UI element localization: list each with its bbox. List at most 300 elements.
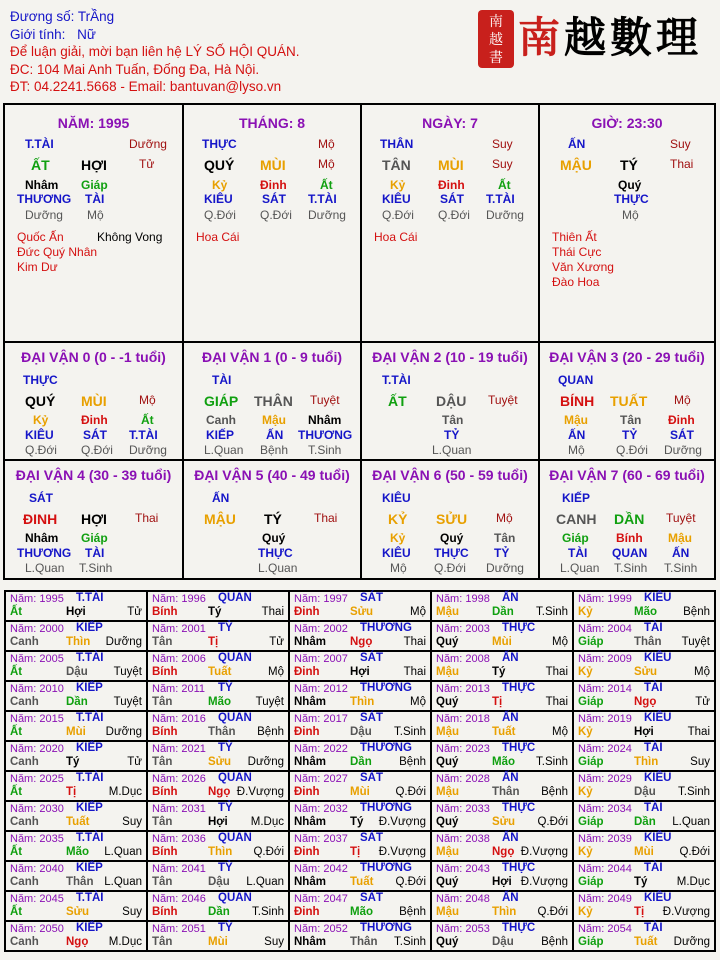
year-branch: Ngọ — [492, 846, 515, 858]
dai-van-text: Quý — [262, 531, 286, 545]
dai-van-text: THỰC — [258, 546, 293, 560]
year-stem: Tân — [152, 636, 173, 648]
year-cell — [573, 651, 715, 681]
year-star: THƯƠNG — [360, 622, 412, 634]
year-label: Năm: 2043 — [436, 863, 490, 875]
pillar-text: Thiên Ất — [552, 230, 597, 244]
year-branch: Mão — [66, 846, 89, 858]
year-branch: Tuất — [634, 936, 658, 948]
pillar-text: Mộ — [318, 137, 335, 151]
year-label: Năm: 2006 — [152, 653, 206, 665]
year-stem: Canh — [10, 816, 39, 828]
dai-van-text: Nhâm — [25, 531, 59, 545]
year-branch: Thìn — [492, 906, 517, 918]
year-star: SÁT — [360, 772, 383, 784]
dai-van-text: DẦN — [614, 511, 645, 527]
pillar-text: Tử — [139, 157, 155, 171]
year-branch: Hợi — [350, 666, 370, 678]
year-stem: Quý — [436, 756, 459, 768]
pillar-column — [362, 105, 538, 343]
dai-van-text: HỢI — [81, 511, 107, 527]
year-star: KIẾP — [76, 622, 103, 634]
contact-phone-email: ĐT: 04.2241.5668 - Email: bantuvan@lyso.vn — [10, 79, 282, 94]
year-star: THƯƠNG — [360, 802, 412, 814]
year-stage: L.Quan — [246, 876, 284, 888]
year-stage: Mộ — [694, 666, 710, 678]
year-stem: Tân — [152, 756, 173, 768]
year-stem: Nhâm — [294, 816, 326, 828]
year-label: Năm: 2042 — [294, 863, 348, 875]
pillar-title: GIỜ: 23:30 — [591, 115, 663, 131]
year-star: THỰC — [502, 742, 536, 754]
year-cell — [573, 891, 715, 921]
year-star: SÁT — [360, 592, 383, 604]
year-star: KIÊU — [644, 592, 672, 604]
year-star: KIÊU — [644, 772, 672, 784]
year-label: Năm: 2023 — [436, 743, 490, 755]
year-stem: Canh — [10, 696, 39, 708]
dai-van-text: THỰC — [23, 373, 58, 387]
year-branch: Thân — [66, 876, 94, 888]
year-stage: Q.Đới — [537, 816, 568, 828]
year-stem: Mậu — [436, 726, 459, 738]
year-stem: Đinh — [294, 786, 320, 798]
dai-van-cell — [540, 343, 714, 462]
year-star: SÁT — [360, 892, 383, 904]
pillar-text: Đinh — [260, 178, 287, 192]
year-cell — [147, 591, 289, 621]
year-stage: T.Sinh — [252, 906, 284, 918]
year-stage: Bệnh — [541, 786, 568, 798]
gender-label: Giới tính: — [10, 26, 66, 42]
year-stem: Kỷ — [578, 906, 593, 918]
dai-van-text: Dưỡng — [129, 443, 167, 457]
year-cell — [431, 921, 573, 951]
dai-van-text: T.Sinh — [79, 561, 113, 575]
year-branch: Sửu — [208, 756, 232, 768]
pillar-text: Văn Xương — [552, 260, 614, 274]
pillar-column — [540, 105, 714, 343]
dai-van-text: L.Quan — [204, 443, 244, 457]
pillar-chart — [3, 103, 716, 580]
year-cell — [5, 861, 147, 891]
year-stage: Mộ — [268, 666, 284, 678]
year-star: TỶ — [218, 622, 233, 634]
year-stem: Giáp — [578, 756, 604, 768]
year-cell — [5, 891, 147, 921]
dai-van-title: ĐẠI VẬN 4 (30 - 39 tuổi) — [15, 467, 172, 483]
year-label: Năm: 2036 — [152, 833, 206, 845]
dai-van-text: Mậu — [262, 413, 286, 427]
logo-char: 越 — [564, 13, 611, 62]
year-star: THƯƠNG — [360, 862, 412, 874]
year-stem: Ất — [10, 846, 23, 858]
dai-van-cell — [540, 461, 714, 580]
dai-van-text: THỰC — [434, 546, 469, 560]
pillar-text: Suy — [492, 137, 513, 151]
year-stem: Canh — [10, 756, 39, 768]
dai-van-text: Q.Đới — [434, 561, 466, 575]
year-stage: Q.Đới — [395, 876, 426, 888]
year-cell — [5, 651, 147, 681]
year-cell — [289, 741, 431, 771]
year-label: Năm: 2049 — [578, 893, 632, 905]
year-label: Năm: 2010 — [10, 683, 64, 695]
year-cell — [147, 921, 289, 951]
year-branch: Mùi — [350, 786, 370, 798]
year-stem: Bính — [152, 606, 178, 618]
year-label: Năm: 1998 — [436, 593, 490, 605]
year-cell — [573, 621, 715, 651]
year-star: T.TÀI — [76, 832, 104, 844]
pillar-text: T.TÀI — [486, 192, 515, 206]
year-cell — [431, 651, 573, 681]
year-stem: Tân — [152, 816, 173, 828]
pillar-title: NĂM: 1995 — [57, 115, 130, 131]
year-branch: Dậu — [634, 786, 656, 798]
brand-logo — [478, 6, 714, 76]
year-label: Năm: 2022 — [294, 743, 348, 755]
year-stage: M.Dục — [108, 936, 142, 948]
year-stem: Quý — [436, 696, 459, 708]
dai-van-cell — [5, 343, 182, 462]
year-stem: Tân — [152, 876, 173, 888]
dai-van-text: KIẾP — [562, 491, 591, 505]
year-label: Năm: 2020 — [10, 743, 64, 755]
pillar-text: Mộ — [318, 157, 335, 171]
year-star: SÁT — [360, 652, 383, 664]
dai-van-text: TỶ — [622, 428, 638, 442]
pillar-text: Dưỡng — [25, 208, 63, 222]
year-label: Năm: 1996 — [152, 593, 206, 605]
dai-van-text: Tân — [620, 413, 642, 427]
pillar-text: ẤT — [31, 157, 50, 173]
year-stem: Kỷ — [578, 726, 593, 738]
year-stage: Tử — [695, 696, 710, 708]
year-stem: Bính — [152, 726, 178, 738]
year-label: Năm: 2029 — [578, 773, 632, 785]
year-stem: Giáp — [578, 876, 604, 888]
year-branch: Tý — [634, 876, 648, 888]
year-cell — [289, 591, 431, 621]
pillar-text: THỰC — [614, 192, 649, 206]
year-stage: L.Quan — [104, 876, 142, 888]
year-stem: Kỷ — [578, 846, 593, 858]
dai-van-cell — [5, 461, 182, 580]
pillar-text: Nhâm — [25, 178, 59, 192]
dai-van-title: ĐẠI VẬN 1 (0 - 9 tuổi) — [201, 349, 342, 365]
dai-van-text: Thai — [314, 511, 338, 525]
year-branch: Dần — [350, 756, 372, 768]
year-stem: Canh — [10, 876, 39, 888]
year-branch: Hợi — [66, 606, 86, 618]
dai-van-text: Nhâm — [308, 413, 342, 427]
year-label: Năm: 2005 — [10, 653, 64, 665]
year-stage: Dưỡng — [105, 726, 142, 738]
dai-van-cell — [184, 461, 360, 580]
pillar-text: THƯƠNG — [17, 192, 72, 206]
year-cell — [147, 801, 289, 831]
dai-van-text: Canh — [206, 413, 236, 427]
divider — [5, 459, 714, 461]
year-stem: Ất — [10, 726, 23, 738]
year-stage: Đ.Vượng — [378, 816, 426, 828]
year-stem: Bính — [152, 666, 178, 678]
year-branch: Ngọ — [350, 636, 373, 648]
year-cell — [431, 591, 573, 621]
year-label: Năm: 2013 — [436, 683, 490, 695]
dai-van-text: TUẤT — [610, 393, 648, 409]
year-label: Năm: 2048 — [436, 893, 490, 905]
year-cell — [147, 741, 289, 771]
year-cell — [573, 801, 715, 831]
year-branch: Mão — [634, 606, 657, 618]
year-star: THƯƠNG — [360, 742, 412, 754]
year-star: QUAN — [218, 592, 252, 604]
year-cell — [289, 801, 431, 831]
pillar-text: Kỷ — [390, 178, 406, 192]
year-branch: Mùi — [66, 726, 86, 738]
year-stem: Kỷ — [578, 666, 593, 678]
logo-char: 理 — [656, 13, 703, 62]
dai-van-text: Tân — [442, 413, 464, 427]
pillar-text: TÀI — [85, 192, 105, 206]
year-stem: Đinh — [294, 906, 320, 918]
year-label: Năm: 1995 — [10, 593, 64, 605]
year-stage: Bệnh — [541, 936, 568, 948]
year-label: Năm: 2009 — [578, 653, 632, 665]
year-branch: Dậu — [66, 666, 88, 678]
year-stem: Nhâm — [294, 696, 326, 708]
year-branch: Thìn — [208, 846, 233, 858]
year-label: Năm: 2054 — [578, 923, 632, 935]
pillar-text: Suy — [492, 157, 513, 171]
year-star: ẤN — [502, 592, 519, 604]
dai-van-title: ĐẠI VẬN 6 (50 - 59 tuổi) — [372, 467, 528, 483]
year-stage: Dưỡng — [673, 936, 710, 948]
year-stem: Đinh — [294, 726, 320, 738]
year-label: Năm: 2034 — [578, 803, 632, 815]
pillar-text: Hoa Cái — [196, 230, 240, 244]
year-cell — [289, 831, 431, 861]
year-star: ẤN — [502, 892, 519, 904]
year-stage: Mộ — [410, 696, 426, 708]
dai-van-text: MẬU — [204, 511, 236, 527]
year-stage: Đ.Vượng — [378, 846, 426, 858]
year-stem: Mậu — [436, 906, 459, 918]
year-label: Năm: 2019 — [578, 713, 632, 725]
year-star: KIÊU — [644, 832, 672, 844]
year-stem: Nhâm — [294, 876, 326, 888]
year-label: Năm: 2016 — [152, 713, 206, 725]
dai-van-text: TỶ — [494, 546, 510, 560]
year-branch: Tị — [350, 846, 361, 858]
year-stem: Bính — [152, 846, 178, 858]
year-star: QUAN — [218, 712, 252, 724]
year-stage: Q.Đới — [679, 846, 710, 858]
pillar-text: Đinh — [438, 178, 465, 192]
dai-van-cell — [362, 343, 538, 462]
year-star: THƯƠNG — [360, 922, 412, 934]
pillar-text: Dưỡng — [308, 208, 346, 222]
year-star: T.TÀI — [76, 652, 104, 664]
pillar-text: Mộ — [622, 208, 639, 222]
seal-stamp: 南 越 書 — [478, 10, 514, 68]
dai-van-cell — [362, 461, 538, 580]
year-stem: Giáp — [578, 696, 604, 708]
year-cell — [431, 861, 573, 891]
year-stage: Thai — [545, 666, 568, 678]
year-branch: Thìn — [634, 756, 659, 768]
year-stem: Mậu — [436, 666, 459, 678]
year-branch: Tị — [492, 696, 503, 708]
pillar-text: Kim Dư — [17, 260, 58, 274]
dai-van-text: KIÊU — [25, 428, 54, 442]
dai-van-text: Kỷ — [390, 531, 406, 545]
year-stage: T.Sinh — [394, 936, 426, 948]
year-star: QUAN — [218, 892, 252, 904]
year-star: T.TÀI — [76, 712, 104, 724]
year-star: THỰC — [502, 622, 536, 634]
year-stage: Đ.Vượng — [520, 876, 568, 888]
year-branch: Ngọ — [634, 696, 657, 708]
year-branch: Sửu — [66, 906, 90, 918]
year-stage: Q.Đới — [395, 786, 426, 798]
year-stem: Ất — [10, 906, 23, 918]
pillar-text: Dưỡng — [129, 137, 167, 151]
year-branch: Tị — [208, 636, 219, 648]
year-stage: T.Sinh — [536, 756, 568, 768]
year-label: Năm: 2038 — [436, 833, 490, 845]
year-label: Năm: 2001 — [152, 623, 206, 635]
dai-van-text: Mộ — [139, 393, 156, 407]
pillar-text: Giáp — [81, 178, 108, 192]
year-star: KIẾP — [76, 682, 103, 694]
pillar-text: ẤN — [568, 137, 586, 151]
dai-van-text: Giáp — [562, 531, 589, 545]
year-cell — [431, 891, 573, 921]
year-branch: Dần — [208, 906, 230, 918]
pillar-text: MẬU — [560, 157, 592, 173]
dai-van-text: Đinh — [81, 413, 108, 427]
year-stage: Tử — [269, 636, 284, 648]
year-label: Năm: 2035 — [10, 833, 64, 845]
pillar-text: Mộ — [87, 208, 104, 222]
dai-van-text: THƯƠNG — [17, 546, 72, 560]
contact-address: ĐC: 104 Mai Anh Tuấn, Đống Đa, Hà Nội. — [10, 61, 260, 77]
dai-van-text: ĐINH — [23, 511, 58, 527]
dai-van-text: T.TÀI — [129, 428, 158, 442]
year-branch: Thìn — [350, 696, 375, 708]
year-label: Năm: 2018 — [436, 713, 490, 725]
year-stage: L.Quan — [104, 846, 142, 858]
dai-van-text: SÁT — [670, 428, 694, 442]
pillar-text: Suy — [670, 137, 691, 151]
dai-van-text: BÍNH — [560, 393, 595, 409]
year-label: Năm: 2027 — [294, 773, 348, 785]
year-branch: Tuất — [208, 666, 232, 678]
dai-van-text: TÀI — [568, 546, 588, 560]
header-info — [10, 8, 470, 96]
year-cell — [431, 681, 573, 711]
dai-van-text: SỬU — [436, 511, 468, 527]
year-branch: Tý — [66, 756, 80, 768]
dai-van-text: L.Quan — [432, 443, 472, 457]
year-label: Năm: 2045 — [10, 893, 64, 905]
year-branch: Dần — [634, 816, 656, 828]
year-branch: Sửu — [350, 606, 374, 618]
pillar-text: Thai — [670, 157, 694, 171]
year-branch: Sửu — [492, 816, 516, 828]
dai-van-text: Bệnh — [260, 443, 289, 457]
year-branch: Mão — [492, 756, 515, 768]
dai-van-text: ẤN — [672, 546, 690, 560]
year-stem: Tân — [152, 696, 173, 708]
dai-van-text: Bính — [616, 531, 643, 545]
year-cell — [5, 801, 147, 831]
dai-van-text: Dưỡng — [664, 443, 702, 457]
logo-char: 南 — [518, 13, 565, 62]
year-cell — [289, 711, 431, 741]
year-label: Năm: 2002 — [294, 623, 348, 635]
year-label: Năm: 2032 — [294, 803, 348, 815]
year-star: ẤN — [502, 832, 519, 844]
pillar-text: TÂN — [382, 157, 411, 173]
gender-line — [10, 26, 470, 44]
year-branch: Mùi — [492, 636, 512, 648]
year-branch: Thân — [634, 636, 662, 648]
dai-van-cell — [184, 343, 360, 462]
dai-van-text: Dưỡng — [486, 561, 524, 575]
pillar-title: THÁNG: 8 — [238, 115, 306, 131]
year-branch: Thân — [350, 936, 378, 948]
year-star: THỰC — [502, 862, 536, 874]
year-star: THỰC — [502, 682, 536, 694]
pillar-title: NGÀY: 7 — [422, 115, 478, 131]
year-stage: Đ.Vượng — [236, 786, 284, 798]
dai-van-text: Mộ — [390, 561, 407, 575]
year-star: T.TÀI — [76, 772, 104, 784]
year-stage: Đ.Vượng — [662, 906, 710, 918]
year-branch: Tị — [634, 906, 645, 918]
owner-name: Đương số: TrẦng — [10, 9, 115, 24]
pillar-text: MÙI — [260, 157, 286, 173]
dai-van-text: DẬU — [436, 393, 467, 409]
year-label: Năm: 2004 — [578, 623, 632, 635]
year-stem: Nhâm — [294, 636, 326, 648]
year-stage: Q.Đới — [253, 846, 284, 858]
pillar-text: Kỷ — [212, 178, 228, 192]
year-label: Năm: 2030 — [10, 803, 64, 815]
pillar-text: Q.Đới — [438, 208, 470, 222]
year-label: Năm: 2014 — [578, 683, 632, 695]
dai-van-text: TỶ — [444, 428, 460, 442]
pillar-text: Q.Đới — [382, 208, 414, 222]
year-star: SÁT — [360, 832, 383, 844]
dai-van-text: TÀI — [85, 546, 105, 560]
dai-van-text: Q.Đới — [25, 443, 57, 457]
year-stage: M.Dục — [108, 786, 142, 798]
dai-van-title: ĐẠI VẬN 5 (40 - 49 tuổi) — [194, 467, 350, 483]
year-label: Năm: 2017 — [294, 713, 348, 725]
year-stage: Bệnh — [399, 756, 426, 768]
dai-van-text: Tuyệt — [666, 511, 696, 525]
dai-van-text: QUÝ — [25, 393, 56, 409]
dai-van-text: ẤN — [266, 428, 284, 442]
pillar-text: HỢI — [81, 157, 107, 173]
dai-van-text: Mộ — [674, 393, 691, 407]
dai-van-text: SÁT — [29, 491, 53, 505]
